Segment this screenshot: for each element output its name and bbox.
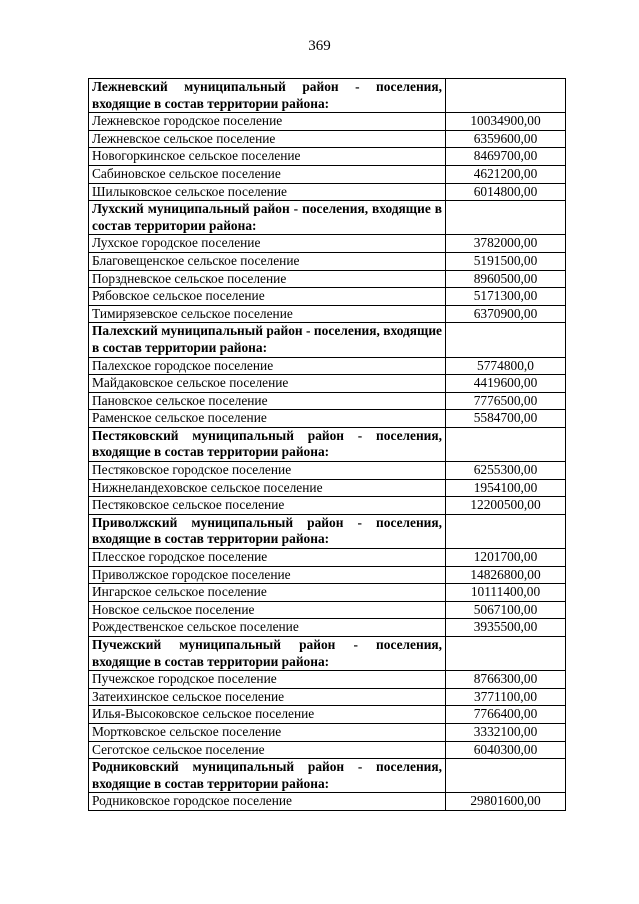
settlement-name: Родниковское городское поселение xyxy=(89,793,446,811)
table-body xyxy=(89,79,566,811)
table-row xyxy=(89,549,566,567)
settlement-name: Приволжское городское поселение xyxy=(89,566,446,584)
district-header: Пучежский муниципальный район - поселения, входящие в состав территории района: xyxy=(89,637,446,671)
district-header-row xyxy=(89,427,566,461)
settlement-name: Лежневское городское поселение xyxy=(89,113,446,131)
district-header-row xyxy=(89,759,566,793)
table-row xyxy=(89,584,566,602)
settlement-name: Пестяковское сельское поселение xyxy=(89,497,446,515)
settlement-name: Тимирязевское сельское поселение xyxy=(89,305,446,323)
settlement-amount: 10034900,00 xyxy=(446,113,566,131)
district-header: Лухский муниципальный район - поселения, входящие в состав территории района: xyxy=(89,201,446,235)
settlement-amount: 4419600,00 xyxy=(446,375,566,393)
table-row xyxy=(89,706,566,724)
district-header-value-cell xyxy=(446,201,566,235)
settlement-name: Мортковское сельское поселение xyxy=(89,723,446,741)
settlement-name: Плесское городское поселение xyxy=(89,549,446,567)
settlement-amount: 29801600,00 xyxy=(446,793,566,811)
settlement-amount: 8960500,00 xyxy=(446,270,566,288)
table-row xyxy=(89,270,566,288)
table-row xyxy=(89,410,566,428)
settlement-amount: 8469700,00 xyxy=(446,148,566,166)
settlement-amount: 3332100,00 xyxy=(446,723,566,741)
table-row xyxy=(89,619,566,637)
settlement-name: Пестяковское городское поселение xyxy=(89,462,446,480)
settlement-amount: 10111400,00 xyxy=(446,584,566,602)
district-header-row xyxy=(89,79,566,113)
table-row xyxy=(89,741,566,759)
settlement-name: Раменское сельское поселение xyxy=(89,410,446,428)
settlement-name: Илья-Высоковское сельское поселение xyxy=(89,706,446,724)
table-row xyxy=(89,235,566,253)
table-row xyxy=(89,723,566,741)
district-header-value-cell xyxy=(446,79,566,113)
table-row xyxy=(89,165,566,183)
settlement-amount: 5774800,0 xyxy=(446,357,566,375)
table-row xyxy=(89,793,566,811)
table-row xyxy=(89,497,566,515)
table-row xyxy=(89,113,566,131)
settlement-amount: 12200500,00 xyxy=(446,497,566,515)
table-row xyxy=(89,601,566,619)
district-header: Пестяковский муниципальный район - поселения, входящие в состав территории района: xyxy=(89,427,446,461)
settlement-amount: 6040300,00 xyxy=(446,741,566,759)
table-row xyxy=(89,252,566,270)
settlement-amount: 5171300,00 xyxy=(446,288,566,306)
settlement-name: Ингарское сельское поселение xyxy=(89,584,446,602)
district-header-row xyxy=(89,637,566,671)
table-row xyxy=(89,288,566,306)
district-header-value-cell xyxy=(446,637,566,671)
table-row xyxy=(89,479,566,497)
settlement-name: Пучежское городское поселение xyxy=(89,671,446,689)
table-row xyxy=(89,688,566,706)
settlement-amount: 6359600,00 xyxy=(446,130,566,148)
table-row xyxy=(89,148,566,166)
settlement-amount: 6255300,00 xyxy=(446,462,566,480)
settlement-amount: 1201700,00 xyxy=(446,549,566,567)
settlement-amount: 6014800,00 xyxy=(446,183,566,201)
settlement-name: Лухское городское поселение xyxy=(89,235,446,253)
settlement-amount: 14826800,00 xyxy=(446,566,566,584)
settlement-name: Шилыковское сельское поселение xyxy=(89,183,446,201)
table-row xyxy=(89,183,566,201)
district-header-row xyxy=(89,323,566,357)
table-row xyxy=(89,566,566,584)
table-row xyxy=(89,305,566,323)
table-row xyxy=(89,375,566,393)
settlement-name: Затеихинское сельское поселение xyxy=(89,688,446,706)
settlement-amount: 5584700,00 xyxy=(446,410,566,428)
settlement-name: Лежневское сельское поселение xyxy=(89,130,446,148)
settlement-amount: 3771100,00 xyxy=(446,688,566,706)
settlement-amount: 4621200,00 xyxy=(446,165,566,183)
table-row xyxy=(89,392,566,410)
settlement-amount: 6370900,00 xyxy=(446,305,566,323)
district-header-value-cell xyxy=(446,427,566,461)
district-header: Палехский муниципальный район - поселения, входящие в состав территории района: xyxy=(89,323,446,357)
district-header-value-cell xyxy=(446,759,566,793)
settlement-name: Новогоркинское сельское поселение xyxy=(89,148,446,166)
page-number: 369 xyxy=(308,38,331,54)
district-header-row xyxy=(89,201,566,235)
settlement-name: Новское сельское поселение xyxy=(89,601,446,619)
settlement-amount: 3935500,00 xyxy=(446,619,566,637)
district-header-row xyxy=(89,514,566,548)
settlement-name: Сабиновское сельское поселение xyxy=(89,165,446,183)
settlement-amount: 7766400,00 xyxy=(446,706,566,724)
settlement-amount: 5067100,00 xyxy=(446,601,566,619)
settlement-name: Майдаковское сельское поселение xyxy=(89,375,446,393)
table-row xyxy=(89,462,566,480)
settlement-name: Порздневское сельское поселение xyxy=(89,270,446,288)
settlement-name: Рябовское сельское поселение xyxy=(89,288,446,306)
settlement-name: Пановское сельское поселение xyxy=(89,392,446,410)
settlement-name: Рождественское сельское поселение xyxy=(89,619,446,637)
settlement-amount: 5191500,00 xyxy=(446,252,566,270)
settlement-amount: 3782000,00 xyxy=(446,235,566,253)
table-row xyxy=(89,357,566,375)
settlement-name: Палехское городское поселение xyxy=(89,357,446,375)
district-header: Родниковский муниципальный район - поселения, входящие в состав территории района: xyxy=(89,759,446,793)
table-row xyxy=(89,671,566,689)
settlement-name: Сеготское сельское поселение xyxy=(89,741,446,759)
district-header-value-cell xyxy=(446,514,566,548)
settlements-table xyxy=(88,78,566,811)
district-header: Приволжский муниципальный район - поселения, входящие в состав территории района: xyxy=(89,514,446,548)
settlement-amount: 7776500,00 xyxy=(446,392,566,410)
table-row xyxy=(89,130,566,148)
settlement-amount: 8766300,00 xyxy=(446,671,566,689)
settlement-name: Нижнеландеховское сельское поселение xyxy=(89,479,446,497)
settlement-name: Благовещенское сельское поселение xyxy=(89,252,446,270)
district-header: Лежневский муниципальный район - поселения, входящие в состав территории района: xyxy=(89,79,446,113)
settlement-amount: 1954100,00 xyxy=(446,479,566,497)
district-header-value-cell xyxy=(446,323,566,357)
